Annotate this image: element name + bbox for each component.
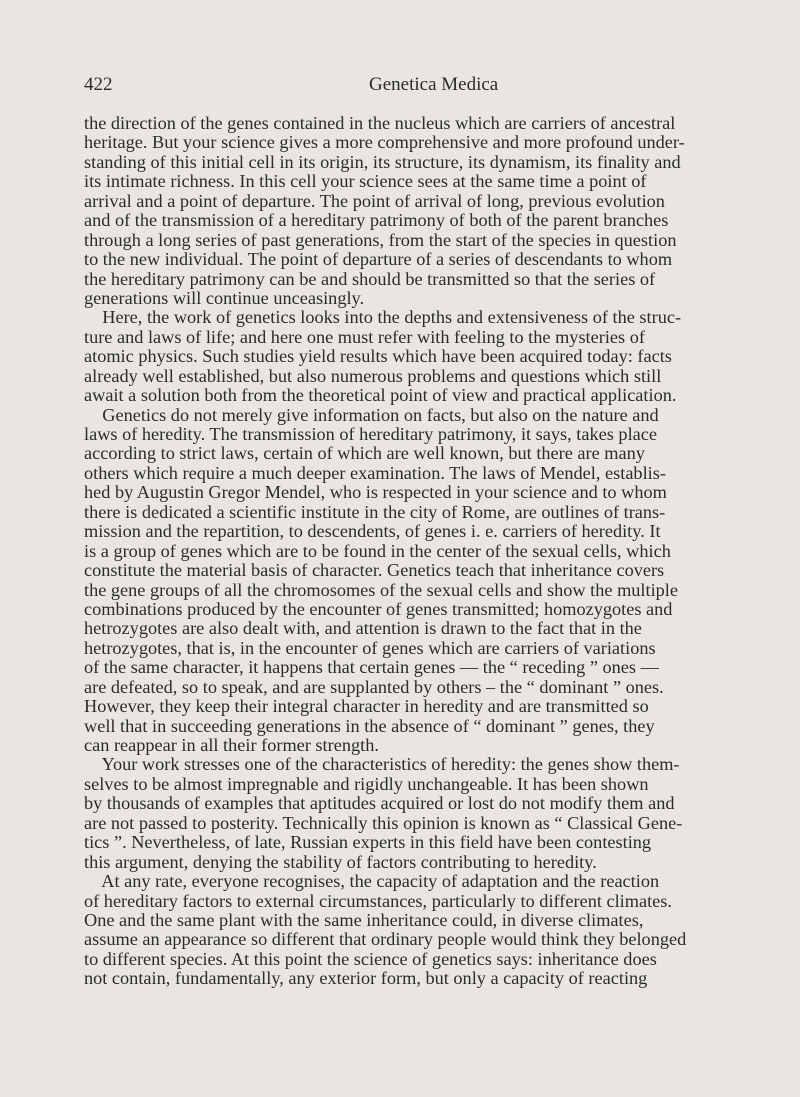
text-line: heritage. But your science gives a more comprehensive and more profound under- bbox=[84, 132, 685, 153]
text-line: well that in succeeding generations in the absence of “ dominant ” genes, they bbox=[84, 715, 655, 736]
text-line: to different species. At this point the science of genetics says: inheritance does bbox=[84, 948, 657, 969]
running-title: Genetica Medica bbox=[369, 74, 499, 95]
text-line: mission and the repartition, to descendents, of genes i. e. carriers of heredity. It bbox=[84, 521, 661, 542]
text-line: laws of heredity. The transmission of hereditary patrimony, it says, takes place bbox=[84, 424, 657, 444]
text-line: ture and laws of life; and here one must refer with feeling to the mysteries of bbox=[84, 326, 645, 347]
text-line: according to strict laws, certain of which are well known, but there are many bbox=[84, 443, 645, 464]
text-line: its intimate richness. In this cell your science sees at the same time a point of bbox=[84, 171, 647, 192]
text-line: One and the same plant with the same inheritance could, in diverse climates, bbox=[84, 909, 644, 930]
text-line: can reappear in all their former strength. bbox=[84, 735, 379, 755]
text-line: standing of this initial cell in its origin, its structure, its dynamism, its finality and bbox=[84, 151, 681, 172]
text-line: of hereditary factors to external circumstances, particularly to different climates. bbox=[84, 890, 672, 911]
body-text bbox=[84, 114, 784, 989]
text-line: await a solution both from the theoretical point of view and practical application. bbox=[84, 385, 677, 406]
text-line: this argument, denying the stability of factors contributing to heredity. bbox=[84, 851, 597, 872]
text-line: is a group of genes which are to be found in the center of the sexual cells, which bbox=[84, 540, 671, 561]
text-line: generations will continue unceasingly. bbox=[84, 287, 365, 308]
text-line: are defeated, so to speak, and are supplanted by others – the “ dominant ” ones. bbox=[84, 676, 664, 697]
text-line: selves to be almost impregnable and rigidly unchangeable. It has been shown bbox=[84, 773, 649, 794]
text-line: not contain, fundamentally, any exterior form, but only a capacity of reacting bbox=[84, 968, 648, 989]
text-line: others which require a much deeper examination. The laws of Mendel, establis- bbox=[84, 462, 666, 483]
page-header bbox=[84, 72, 668, 98]
text-line: are not passed to posterity. Technically this opinion is known as “ Classical Gene- bbox=[84, 812, 683, 833]
text-line: arrival and a point of departure. The point of arrival of long, previous evolution bbox=[84, 190, 665, 211]
text-line: assume an appearance so different that ordinary people would think they belonged bbox=[84, 929, 687, 950]
text-line: by thousands of examples that aptitudes acquired or lost do not modify them and bbox=[84, 793, 675, 814]
text-line: to the new individual. The point of departure of a series of descendants to whom bbox=[84, 249, 673, 270]
text-line: tics ”. Nevertheless, of late, Russian experts in this field have been contesting bbox=[84, 832, 652, 853]
text-line: the direction of the genes contained in the nucleus which are carriers of ancestral bbox=[84, 113, 676, 133]
text-line: the hereditary patrimony can be and should be transmitted so that the series of bbox=[84, 268, 656, 289]
text-line: the gene groups of all the chromosomes of the sexual cells and show the multiple bbox=[84, 579, 678, 600]
text-line: hetrozygotes, that is, in the encounter of genes which are carriers of variations bbox=[84, 637, 656, 658]
text-line: hetrozygotes are also dealt with, and attention is drawn to the fact that in the bbox=[84, 618, 642, 639]
text-line: there is dedicated a scientific institute in the city of Rome, are outlines of trans- bbox=[84, 501, 666, 522]
text-line: At any rate, everyone recognises, the capacity of adaptation and the reaction bbox=[84, 871, 660, 892]
text-line: constitute the material basis of character. Genetics teach that inheritance covers bbox=[84, 560, 665, 581]
text-line: Genetics do not merely give information on facts, but also on the nature and bbox=[84, 404, 659, 425]
text-line: through a long series of past generations, from the start of the species in question bbox=[84, 229, 677, 250]
text-line: However, they keep their integral character in heredity and are transmitted so bbox=[84, 696, 649, 717]
text-line: already well established, but also numerous problems and questions which still bbox=[84, 365, 662, 386]
text-line: Here, the work of genetics looks into the depths and extensiveness of the struc- bbox=[84, 307, 682, 328]
text-line: of the same character, it happens that certain genes — the “ receding ” ones — bbox=[84, 657, 659, 678]
text-line: hed by Augustin Gregor Mendel, who is respected in your science and to whom bbox=[84, 482, 667, 503]
text-line: combinations produced by the encounter of genes transmitted; homozygotes and bbox=[84, 598, 673, 619]
text-line: atomic physics. Such studies yield results which have been acquired today: facts bbox=[84, 346, 672, 367]
page-number: 422 bbox=[84, 74, 113, 95]
text-line: and of the transmission of a hereditary patrimony of both of the parent branches bbox=[84, 210, 669, 231]
text-line: Your work stresses one of the characteristics of heredity: the genes show them- bbox=[84, 754, 680, 775]
